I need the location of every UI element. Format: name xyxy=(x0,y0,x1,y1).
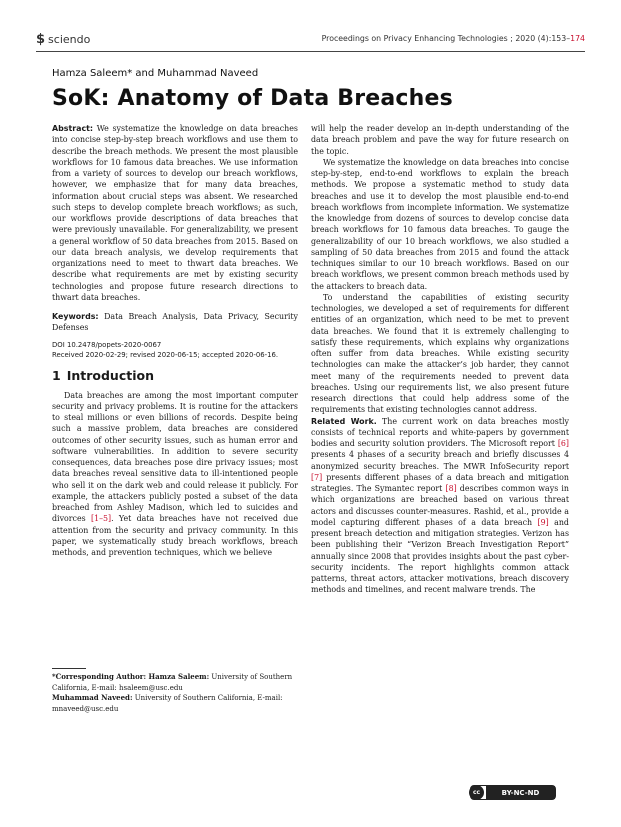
footnote-text: University of Southern California, E-mail: mnaveed@usc.edu xyxy=(52,694,283,713)
license-badge[interactable] xyxy=(470,785,556,800)
corresponding-author xyxy=(52,672,298,693)
publisher-name: sciendo xyxy=(48,33,91,46)
citation-link[interactable]: [8] xyxy=(445,484,457,493)
journal-citation xyxy=(322,34,585,43)
abstract-label: Abstract: xyxy=(52,124,94,133)
section-number: 1 xyxy=(52,367,61,383)
creative-commons-icon: cc xyxy=(469,785,484,800)
doi: DOI 10.2478/popets-2020-0067 xyxy=(52,340,162,349)
intro-paragraph xyxy=(52,390,298,559)
abstract xyxy=(52,123,298,303)
related-work-label: Related Work. xyxy=(311,416,377,426)
sciendo-logo-icon: $ xyxy=(36,32,46,47)
paper-title: SoK: Anatomy of Data Breaches xyxy=(52,86,453,111)
intro-text-cont: . Yet data breaches have not received due attention from the security and privacy community. In this paper, we systematically study breach workflows, breach methods, and prevention techniques, which we believe xyxy=(52,514,298,557)
citation-link[interactable]: [6] xyxy=(557,439,569,448)
keywords-text: Data Breach Analysis, Data Privacy, Security Defenses xyxy=(52,312,298,333)
footnote xyxy=(52,672,298,714)
license-text: BY-NC-ND xyxy=(486,786,555,799)
author-line: Hamza Saleem* and Muhammad Naveed xyxy=(52,68,259,79)
paragraph-text: presents different phases of a data breach and mitigation strategies. The Symantec report xyxy=(311,472,569,493)
paragraph: To understand the capabilities of existing security technologies, we developed a set of requirements for different entities of an organization, which need to be met to prevent data breaches. We found that it is extremely challenging to satisfy these requirements, which explains why organizations often suffer from data breaches. While existing security technologies can make the attacker’s job harder, they cannot meet many of the requirements needed to prevent data breaches. Using our requirements list, we also present future research directions that could help address some of the requirements that existing technologies cannot address. xyxy=(311,292,569,415)
journal-name: Proceedings on Privacy Enhancing Technologies ; 2020 (4):153– xyxy=(321,34,571,43)
keywords-label: Keywords: xyxy=(52,312,99,321)
intro-text: Data breaches are among the most important computer security and privacy problems. It is routine for the attackers to steal millions or even billions of records. Despite being such a massive problem, data breaches are considered outcomes of other security issues, such as human error and software vulnerabilities. In addition to severe security consequences, data breaches pose dire privacy issues; most data breaches reveal sensitive data to ill-intentioned people who sell it on the dark web and could release it publicly. For example, the attackers publicly posted a subset of the data breached from Ashley Madison, which led to suicides and divorces xyxy=(52,390,298,524)
citation-link[interactable]: [7] xyxy=(311,472,323,482)
keywords xyxy=(52,311,298,334)
publisher-logo xyxy=(36,32,90,47)
paragraph-text: and present breach detection and mitigation strategies. Verizon has been publishing their “Verizon Breach Investigation Report” annually since 2008 that provides insights about the past cyber-security incidents. The report highlights common attack patterns, threat actors, attacker motivations, breach discovery methods and timelines, and recent malware trends. The xyxy=(311,517,569,595)
footnote-label: *Corresponding Author: Hamza Saleem: xyxy=(52,672,210,681)
section-heading xyxy=(52,368,298,384)
footnote-label: Muhammad Naveed: xyxy=(52,693,133,702)
paragraph-text: The current work on data breaches mostly consists of technical reports and white-papers by government bodies and security solution providers. The Microsoft report xyxy=(311,416,569,448)
paragraph-text: describes common ways in which organizations are breached based on various threat actors and discusses counter-measures. Rashid, et al., provide a model capturing different phases of a data breach xyxy=(311,484,570,527)
page-header xyxy=(36,30,585,52)
footnote-text: University of Southern California, E-mail: hsaleem@usc.edu xyxy=(52,673,293,692)
section-title: Introduction xyxy=(66,367,154,383)
header-divider xyxy=(36,51,585,52)
footnote-divider xyxy=(52,668,86,669)
abstract-text: We systematize the knowledge on data breaches into concise step-by-step breach workflows and use them to describe the breach methods. We present the most plausible workflows for 10 famous data breaches. We use information from a variety of sources to develop our breach workflows, however, we emphasize that for many data breaches, information about crucial steps was absent. We researched such steps to develop complete breach workflows; as such, our workflows provide descriptions of data breaches that were previously unavailable. For generalizability, we present a general workflow of 50 data breaches from 2015. Based on our data breach analysis, we develop requirements that organizations need to meet to thwart data breaches. We describe what requirements are met by existing security technologies and propose future research directions to thwart data breaches. xyxy=(52,124,298,302)
paragraph: We systematize the knowledge on data breaches into concise step-by-step, end-to-end workflows to explain the breach methods. We propose a systematic method to study data breaches and use it to develop the most plausible end-to-end breach workflows from incomplete information. We systematize the knowledge from dozens of sources to develop concise data breach workflows for 10 famous data breaches. To gauge the generalizability of our 10 breach workflows, we also studied a sampling of 50 data breaches from 2015 and found the attack techniques similar to our 10 breach workflows. Based on our breach workflows, we present common breach methods used by the attackers to breach data. xyxy=(311,157,569,291)
paragraph: will help the reader develop an in-depth understanding of the data breach problem and pave the way for future research on the topic. xyxy=(311,124,569,156)
citation-link[interactable]: [9] xyxy=(537,517,549,527)
second-author xyxy=(52,693,298,714)
right-column xyxy=(311,123,569,596)
article-meta xyxy=(52,340,298,360)
page-range-end-link[interactable]: 174 xyxy=(570,34,585,43)
left-column xyxy=(52,123,298,558)
related-work-paragraph xyxy=(311,416,569,596)
paragraph-text: presents 4 phases of a security breach and briefly discusses 4 anonymized security breaches. The MWR InfoSecurity report xyxy=(311,450,569,471)
citation-link[interactable]: [1–5] xyxy=(90,514,112,524)
received-dates: Received 2020-02-29; revised 2020-06-15; accepted 2020-06-16. xyxy=(52,350,279,359)
